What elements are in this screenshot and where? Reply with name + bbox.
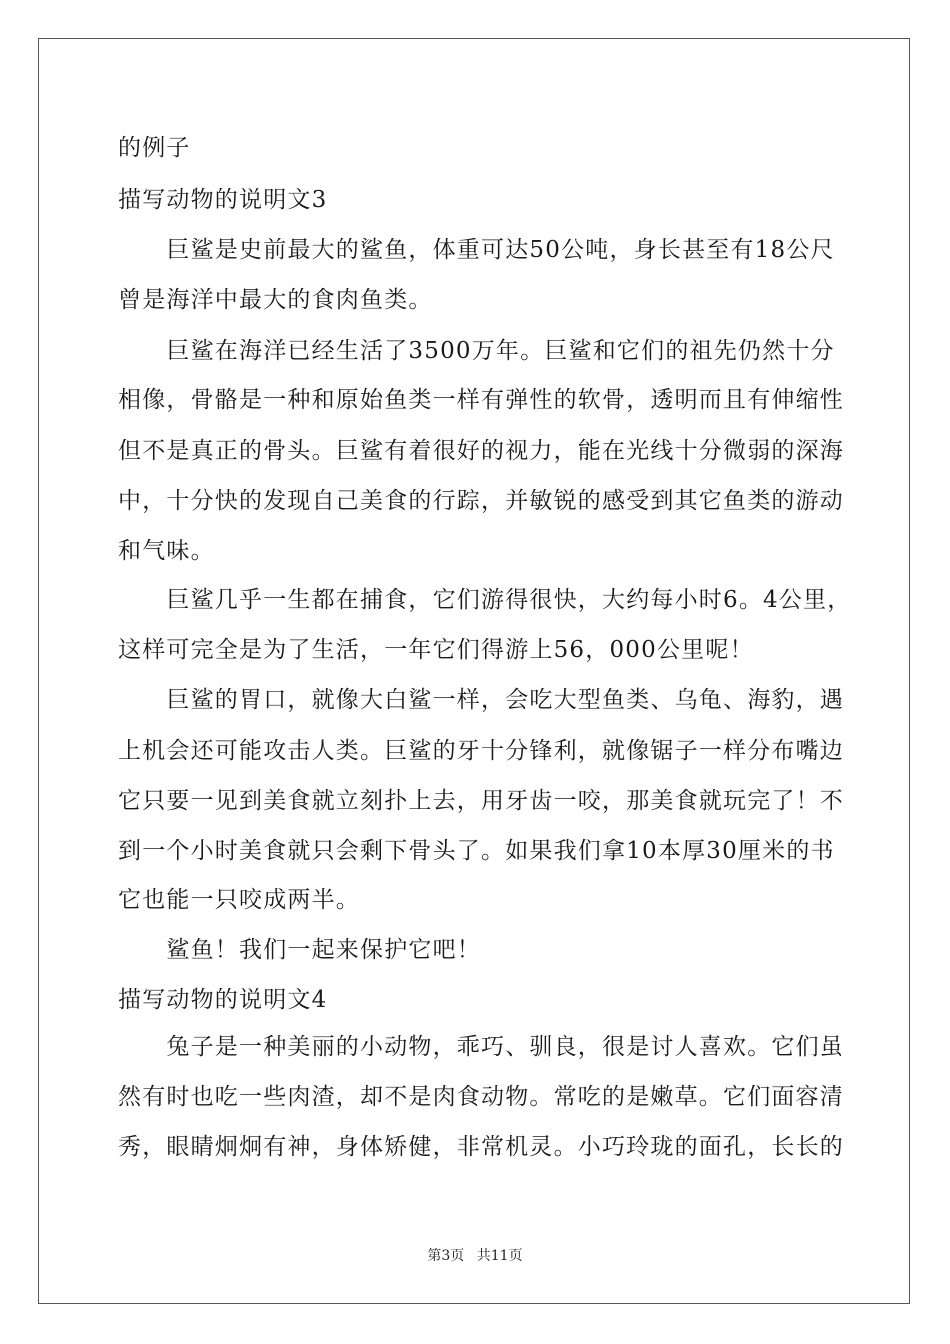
text-line: 它也能一只咬成两半。: [118, 887, 360, 913]
text-line: 中，十分快的发现自己美食的行踪，并敏锐的感受到其它鱼类的游动: [118, 488, 844, 514]
text-line: 然有时也吃一些肉渣，却不是肉食动物。常吃的是嫩草。它们面容清: [118, 1084, 844, 1110]
text-line: 兔子是一种美丽的小动物，乖巧、驯良，很是讨人喜欢。它们虽: [118, 1034, 844, 1060]
text-line: 相像，骨骼是一种和原始鱼类一样有弹性的软骨，透明而且有伸缩性: [118, 387, 844, 413]
text-line: 和气味。: [118, 538, 215, 564]
text-line: 曾是海洋中最大的食肉鱼类。: [118, 287, 433, 313]
text-line: 巨鲨几乎一生都在捕食，它们游得很快，大约每小时6。4公里，: [118, 587, 852, 613]
text-line: 但不是真正的骨头。巨鲨有着很好的视力，能在光线十分微弱的深海: [118, 438, 844, 464]
page-total: 共11页: [476, 1248, 523, 1264]
page-border: [38, 38, 910, 1304]
text-line: 鲨鱼！我们一起来保护它吧！: [118, 937, 481, 963]
text-line: 上机会还可能攻击人类。巨鲨的牙十分锋利，就像锯子一样分布嘴边: [118, 738, 844, 764]
section-heading: 描写动物的说明文3: [118, 187, 328, 213]
text-line: 的例子: [118, 135, 191, 161]
text-line: 秀，眼睛炯炯有神，身体矫健，非常机灵。小巧玲珑的面孔，长长的: [118, 1134, 844, 1160]
text-line: 巨鲨的胃口，就像大白鲨一样，会吃大型鱼类、乌龟、海豹，遇: [118, 687, 844, 713]
section-heading: 描写动物的说明文4: [118, 987, 328, 1013]
text-line: 这样可完全是为了生活，一年它们得游上56，000公里呢！: [118, 637, 754, 663]
text-line: 到一个小时美食就只会剩下骨头了。如果我们拿10本厚30厘米的书: [118, 838, 835, 864]
text-line: 巨鲨是史前最大的鲨鱼，体重可达50公吨，身长甚至有18公尺: [118, 237, 835, 263]
page-number: 第3页: [427, 1248, 465, 1264]
page-footer: [0, 1247, 950, 1265]
text-line: 它只要一见到美食就立刻扑上去，用牙齿一咬，那美食就玩完了！不: [118, 788, 844, 814]
text-line: 巨鲨在海洋已经生活了3500万年。巨鲨和它们的祖先仍然十分: [118, 338, 835, 364]
